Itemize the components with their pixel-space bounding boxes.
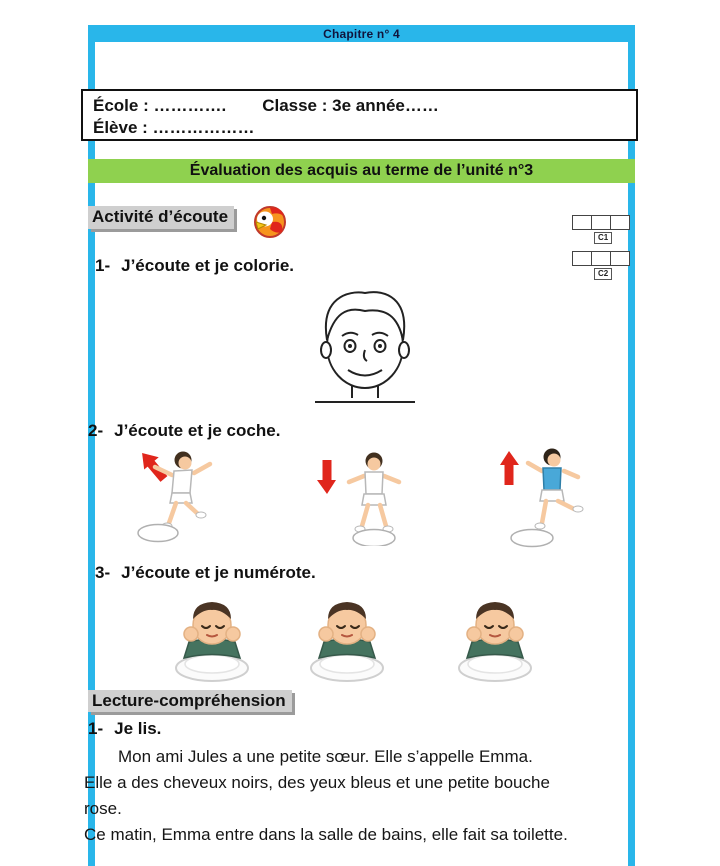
school-field: École : ………….	[93, 96, 227, 115]
passage-line: Elle a des cheveux noirs, des yeux bleus et une petite bouche	[84, 773, 550, 792]
exercise-1-heading	[95, 256, 294, 276]
chapter-title: Chapitre n° 4	[323, 26, 400, 41]
evaluation-title: Évaluation des acquis au terme de l’unité n°3	[189, 162, 534, 179]
grade-label-c1: C1	[594, 232, 612, 244]
grade-cell	[572, 215, 592, 230]
passage-line: Mon ami Jules a une petite sœur. Elle s’appelle Emma.	[118, 747, 533, 766]
exercise-3-heading	[95, 563, 316, 583]
listening-section-header	[88, 206, 290, 245]
grade-cell	[591, 215, 611, 230]
left-border-strip	[88, 25, 95, 866]
grade-cell	[572, 251, 592, 266]
right-border-strip	[628, 25, 635, 866]
grade-grid-c2	[572, 251, 632, 266]
grade-label-c2: C2	[594, 268, 612, 280]
exercise-number: 2-	[88, 421, 104, 440]
exercise-number: 1-	[95, 256, 111, 275]
grade-cell	[591, 251, 611, 266]
exercise-text: J’écoute et je colorie.	[121, 256, 295, 275]
exercise-text: J’écoute et je numérote.	[121, 563, 316, 582]
listening-section-title: Activité d’écoute	[88, 206, 234, 229]
reading-exercise-heading	[88, 719, 161, 739]
grade-grid-c1	[572, 215, 632, 230]
student-field: Élève : ………………	[93, 118, 255, 137]
exercise-text: J’écoute et je coche.	[114, 421, 281, 440]
reading-section-title: Lecture-compréhension	[88, 690, 292, 712]
image-kid-dancing-2	[316, 446, 426, 551]
reading-section-header	[88, 691, 292, 711]
image-kid-dancing-3	[490, 443, 605, 553]
exercise-number: 3-	[95, 563, 111, 582]
passage-line: rose.	[84, 799, 122, 818]
chapter-header-bar	[88, 25, 635, 42]
boy-face-drawing	[290, 284, 440, 411]
exercise-number: 1-	[88, 719, 104, 738]
parrot-icon	[250, 202, 290, 245]
exercise-2-heading	[88, 421, 280, 441]
image-kid-washing-1	[155, 592, 270, 689]
exercise-text: Je lis.	[114, 719, 162, 738]
image-kid-dancing-1	[128, 443, 238, 548]
student-info-box	[81, 89, 638, 141]
grade-cell	[610, 251, 630, 266]
reading-passage	[84, 744, 638, 848]
class-field: Classe : 3e année……	[262, 96, 439, 115]
evaluation-banner	[88, 159, 635, 183]
grading-grids	[572, 215, 632, 287]
image-kid-washing-3	[438, 592, 553, 689]
grade-cell	[610, 215, 630, 230]
passage-line: Ce matin, Emma entre dans la salle de bains, elle fait sa toilette.	[84, 825, 568, 844]
image-kid-washing-2	[290, 592, 405, 689]
